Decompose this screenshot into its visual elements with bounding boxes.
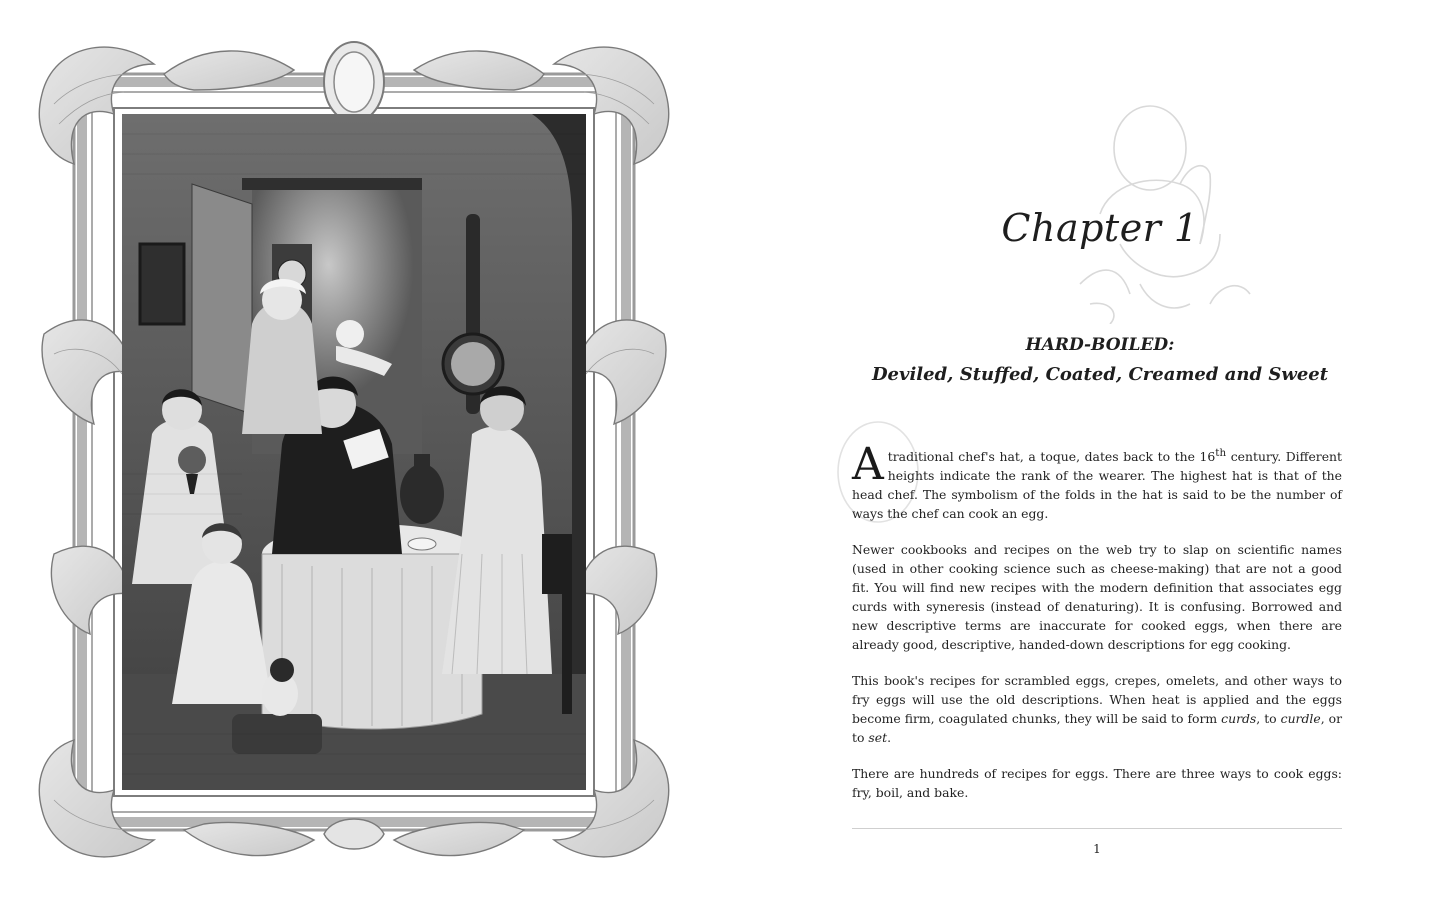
engraving-scene: [122, 114, 586, 790]
family-breakfast-illustration: [122, 114, 586, 790]
subtitle-line-2: Deviled, Stuffed, Coated, Creamed and Sweet: [871, 364, 1329, 385]
paragraph-4: There are hundreds of recipes for eggs. There are three ways to cook eggs: fry, boil, and bake.: [852, 766, 1342, 801]
term-curdle: curdle: [1280, 711, 1321, 727]
paragraph-3: [852, 671, 1342, 747]
paragraph-3-sep-1: , to: [1256, 711, 1281, 727]
drop-cap: A: [852, 439, 884, 490]
paragraph-3-text: This book's recipes for scrambled eggs, crepes, omelets, and other ways to fry eggs will use the old descriptions. When heat is applied and the eggs become firm, coagulated chunks, they will be said to form: [852, 673, 1342, 727]
term-curds: curds: [1221, 711, 1257, 727]
subtitle-line-1: HARD-BOILED:: [1025, 335, 1175, 355]
paragraph-1: [852, 439, 1342, 523]
ornate-frame: [34, 34, 674, 870]
paragraph-3-end: .: [887, 730, 892, 746]
paragraph-3-sep-2: , or to: [852, 711, 1342, 746]
ordinal-superscript: th: [1215, 447, 1227, 459]
footer-divider: [852, 828, 1342, 829]
paragraph-1-text-end: century. Different heights indicate the rank of the wearer. The highest hat is that of the head chef. The symbolism of the folds in the hat is said to be the number of ways the chef can cook an egg.: [852, 449, 1342, 522]
chapter-body: [852, 439, 1342, 819]
text-page: [760, 0, 1440, 900]
paragraph-2: Newer cookbooks and recipes on the web try to slap on scientific names (used in other cooking science such as cheese-making) that are not a good fit. You will find new recipes with the modern definition that associates egg curds with syneresis (instead of denaturing). It is confusing. Borrowed and new descriptive terms are inaccurate for cooked eggs, when there are already good, descriptive, handed-down descriptions for egg cooking.: [852, 542, 1342, 653]
page-number: 1: [1093, 842, 1101, 856]
paragraph-1-text: traditional chef's hat, a toque, dates back to the 16: [887, 449, 1216, 465]
chapter-title: Chapter 1: [1001, 206, 1199, 250]
chapter-subtitle: [840, 330, 1360, 390]
term-set: set: [868, 730, 888, 746]
